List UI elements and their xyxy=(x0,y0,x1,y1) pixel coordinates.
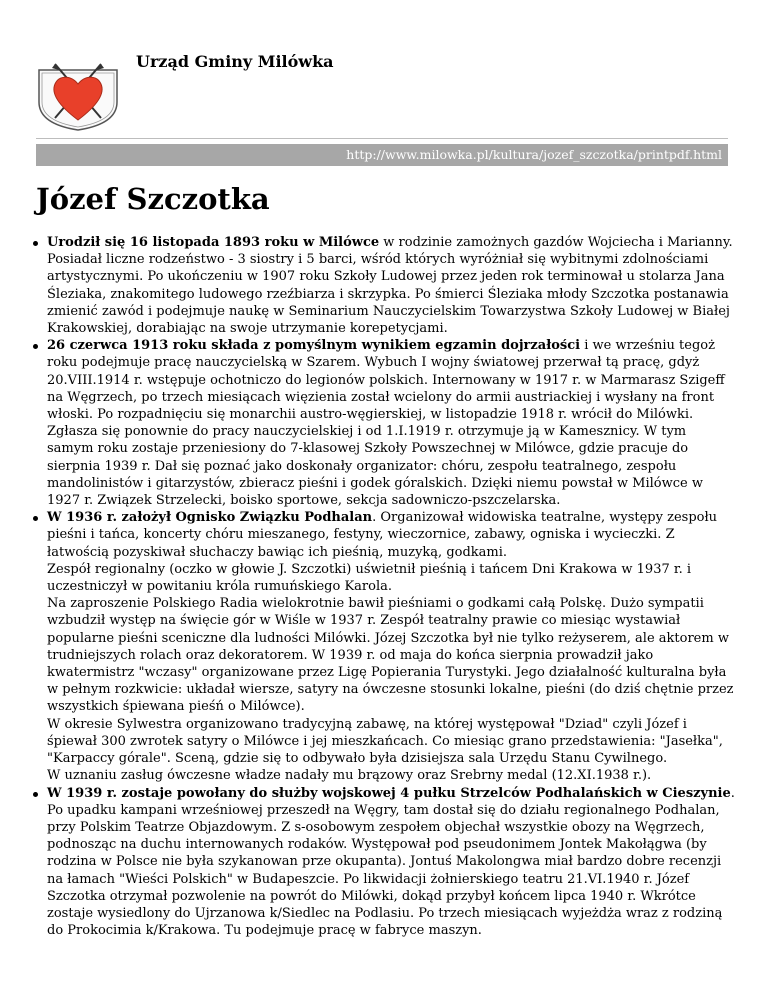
item-lead: Urodził się 16 listopada 1893 roku w Milówce xyxy=(47,235,380,250)
site-title: Urząd Gminy Milówka xyxy=(136,52,334,71)
item-paragraph: Zespół regionalny (oczko w głowie J. Szczotki) uświetnił pieśnią i tańcem Dni Krakowa w 1937 r. i uczestniczył w powitaniu króla rumuńskiego Karola. xyxy=(47,561,692,595)
list-item xyxy=(31,337,735,509)
item-lead: 26 czerwca 1913 roku składa z pomyślnym wynikiem egzamin dojrzałości xyxy=(47,338,581,354)
item-text: i we wrześniu tegoż roku podejmuje pracę nauczycielską w Szarem. Wybuch I wojny światowej przerwał tą pracę, gdyż 20.VIII.1914 r. wstępuje ochotniczo do legionów polskich. Internowany w 1917 r. w Marmarasz Szigeff na Węgrzech, po trzech miesiącach więzienia został wcielony do armii austriackiej i wysłany na front włoski. Po rozpadnięciu się monarchii austro-węgierskiej, w listopadzie 1918 r. wrócił do Milówki. Zgłasza się ponownie do pracy nauczycielskiej i od 1.I.1919 r. otrzymuje ją w Kamesznicy. W tym samym roku zostaje przeniesiony do 7-klasowej Szkoły Powszechnej w Milówce, gdzie pracuje do sierpnia 1939 r. Dał się poznać jako doskonały organizator: chóru, zespołu teatralnego, zespołu mandolinistów i gitarzystów, zbieracz pieśni i godek góralskich. Dzięki niemu powstał w Milówce w 1927 r. Związek Strzelecki, boisko sportowe, sekcja sadowniczo-pszczelarska. xyxy=(47,338,725,509)
page-header xyxy=(0,0,768,140)
item-paragraph: Na zaproszenie Polskiego Radia wielokrotnie bawił pieśniami o godkami całą Polskę. Dużo sympatii wzbudził występ na święcie gór w Wiśle w 1937 r. Zespół teatralny prawie co miesiąc wystawiał popularne pieśni sceniczne dla ludności Milówki. Józej Szczotka był nie tylko reżyserem, ale aktorem w trudniejszych rolach oraz dekoratorem. W 1939 r. od maja do końca sierpnia prowadził jako kwatermistrz "wczasy" organizowane przez Ligę Popierania Turystyki. Jego działalność kulturalna była w pełnym rozkwicie: układał wiersze, satyry na ówczesne stosunki lokalne, pieśni (do dziś chętnie przez wszystkich śpiewana pieśń o Milówce). xyxy=(47,596,734,715)
item-text: w rodzinie zamożnych gazdów Wojciecha i Marianny. Posiadał liczne rodzeństwo - 3 siostry i 5 barci, wśród których wyróżniał się wybitnymi zdolnościami artystycznymi. Po ukończeniu w 1907 roku Szkoły Ludowej przez jeden rok terminował u stolarza Jana Śleziaka, znakomitego ludowego rzeźbiarza i skrzypka. Po śmierci Śleziaka młody Szczotka postanawia zmienić zawód i podejmuje naukę w Seminarium Nauczycielskim Towarzystwa Szkoły Ludowej w Białej Krakowskiej, dorabiając na swoje utrzymanie korepetycjami. xyxy=(47,235,733,337)
item-text: . Po upadku kampani wrześniowej przeszedł na Węgry, tam dostał się do działu regionalnego Podhalan, przy Polskim Teatrze Objazdowym. Z s-osobowym zespołem objechał wszystkie obozy na Węgrzech, podnosząc na duchu internowanych rodaków. Występował pod pseudonimem Jontek Makołągwa (by rodzina w Polsce nie była szykanowan prze okupanta). Jontuś Makolongwa miał bardzo dobre recenzji na łamach "Wieści Polskich" w Budapeszcie. Po likwidacji żołnierskiego teatru 21.VI.1940 r. Józef Szczotka otrzymał pozwolenie na powrót do Milówki, dokąd przybył końcem lipca 1940 r. Wkrótce zostaje wysiedlony do Ujrzanowa k/Siedlec na Podlasiu. Po trzech miesiącach wyjeżdża wraz z rodziną do Prokocimia k/Krakowa. Tu podejmuje pracę w fabryce maszyn. xyxy=(47,785,735,939)
page-title: Józef Szczotka xyxy=(36,182,270,216)
item-paragraph: W okresie Sylwestra organizowano tradycyjną zabawę, na której występował "Dziad" czyli Józef i śpiewał 300 zwrotek satyry o Milówce i jej mieszkańcach. Co miesiąc grano przedstawienia: "Jasełka", "Karpaccy górale". Sceną, gdzie się to odbywało była dzisiejsza sala Urzędu Stanu Cywilnego. xyxy=(47,716,723,767)
url-bar[interactable]: http://www.milowka.pl/kultura/jozef_szczotka/printpdf.html xyxy=(36,144,728,166)
list-item xyxy=(31,785,735,940)
item-text: . Organizował widowiska teatralne, występy zespołu pieśni i tańca, koncerty chóru mieszanego, festyny, wieczornice, zabawy, ogniska i wycieczki. Z łatwością pozyskiwał słuchaczy bawiąc ich pieśnią, muzyką, godkami. xyxy=(47,510,718,560)
biography-list xyxy=(31,234,735,939)
item-lead: W 1936 r. założył Ognisko Związku Podhalan xyxy=(47,510,373,526)
article-body xyxy=(31,234,735,939)
heart-crest-icon xyxy=(33,50,123,132)
list-item xyxy=(31,509,735,784)
list-item xyxy=(31,234,735,337)
item-lead: W 1939 r. zostaje powołany do służby wojskowej 4 pułku Strzelców Podhalańskich w Cieszynie xyxy=(47,785,731,801)
header-divider xyxy=(36,138,728,139)
item-paragraph: W uznaniu zasług ówczesne władze nadały mu brązowy oraz Srebrny medal (12.XI.1938 r.). xyxy=(47,768,652,784)
